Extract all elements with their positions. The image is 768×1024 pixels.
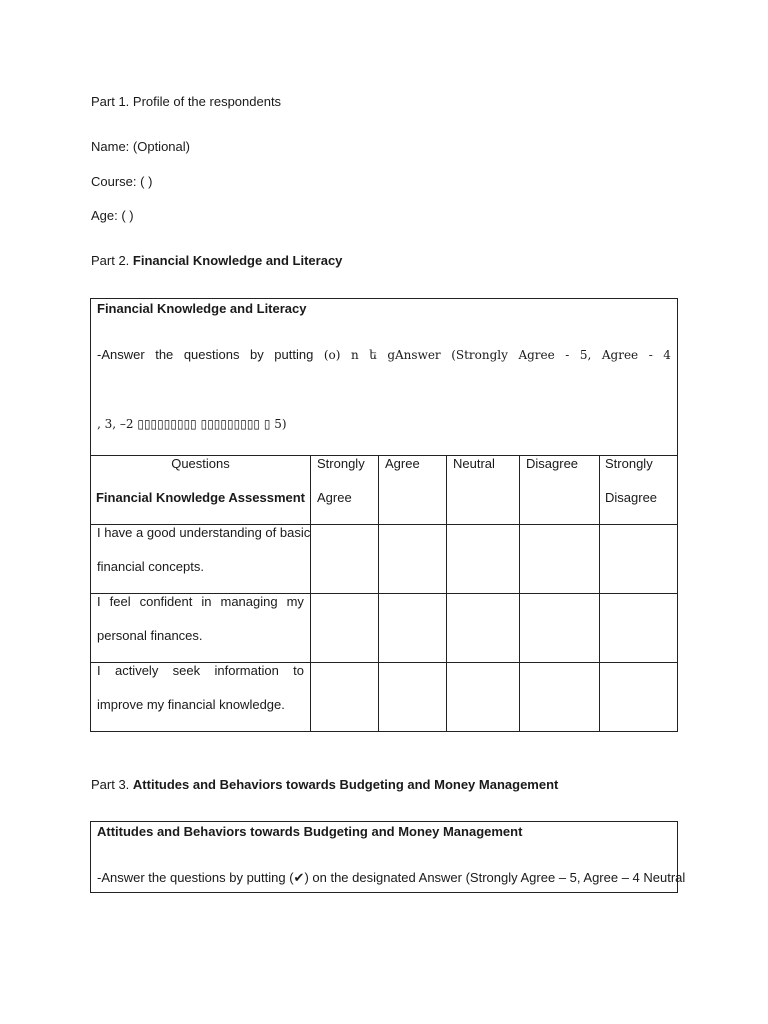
table1-title: Financial Knowledge and Literacy — [97, 301, 307, 316]
answer-cell-q3-strongly-agree[interactable] — [311, 663, 378, 731]
answer-cell-q3-strongly-disagree[interactable] — [600, 663, 677, 731]
question-2-word: in — [201, 594, 212, 609]
question-1-line1: I have a good understanding of basic — [97, 525, 311, 540]
answer-cell-q2-strongly-disagree[interactable] — [600, 594, 677, 662]
question-2-word: I — [97, 594, 101, 609]
answer-cell-q2-agree[interactable] — [379, 594, 446, 662]
question-2-word: managing — [220, 594, 278, 609]
question-2-word: feel — [109, 594, 131, 609]
instruction-word: (o) — [323, 348, 341, 362]
name-field-label: Name: (Optional) — [91, 139, 190, 154]
section-header: Financial Knowledge Assessment — [95, 490, 306, 505]
answer-cell-q3-neutral[interactable] — [447, 663, 519, 731]
instruction-word: gAnswer — [387, 348, 441, 362]
table2-title: Attitudes and Behaviors towards Budgeting and Money Management — [97, 824, 523, 839]
question-2-line2: personal finances. — [97, 628, 203, 643]
table2-instruction: -Answer the questions by putting (✔) on the designated Answer (Strongly Agree – 5, Agree – 4 Neutral — [97, 870, 686, 885]
instruction-word: Agree — [518, 348, 555, 362]
answer-cell-q1-strongly-disagree[interactable] — [600, 525, 677, 593]
instruction-word: 5, — [579, 348, 592, 362]
scale-header-strongly-agree-line1: Strongly — [317, 456, 365, 471]
scale-header-strongly-disagree-line1: Strongly — [605, 456, 653, 471]
age-field-label: Age: ( ) — [91, 208, 134, 223]
instruction-word: n — [350, 348, 359, 362]
question-3-word: actively — [114, 663, 159, 678]
answer-cell-q1-neutral[interactable] — [447, 525, 519, 593]
part3-heading — [91, 777, 558, 793]
instruction-word: putting — [274, 347, 314, 362]
answer-cell-q1-agree[interactable] — [379, 525, 446, 593]
answer-cell-q1-disagree[interactable] — [520, 525, 599, 593]
financial-knowledge-table — [90, 298, 678, 732]
part3-prefix: Part 3. — [91, 777, 133, 792]
answer-cell-q3-agree[interactable] — [379, 663, 446, 731]
instruction-word: -Answer — [97, 347, 145, 362]
part2-prefix: Part 2. — [91, 253, 133, 268]
scale-header-strongly-disagree-line2: Disagree — [605, 490, 658, 505]
part2-heading — [91, 253, 342, 269]
answer-cell-q2-disagree[interactable] — [520, 594, 599, 662]
question-1-line2: financial concepts. — [97, 559, 204, 574]
questions-header: Questions — [171, 456, 230, 471]
question-3-word: information — [214, 663, 279, 678]
answer-cell-q1-strongly-agree[interactable] — [311, 525, 378, 593]
instruction-word: - — [648, 348, 653, 362]
scale-header-strongly-agree-line2: Agree — [317, 490, 352, 505]
instruction-word: Agree — [601, 348, 639, 362]
instruction-word: 4 — [663, 348, 671, 362]
instruction-word: ե — [369, 348, 377, 362]
question-3-line1 — [97, 663, 304, 679]
question-3-word: seek — [172, 663, 201, 678]
answer-cell-q2-strongly-agree[interactable] — [311, 594, 378, 662]
instruction-word: questions — [183, 347, 240, 362]
question-2-line1 — [97, 594, 304, 610]
question-3-word: I — [97, 663, 101, 678]
question-3-word: to — [293, 663, 304, 678]
question-2-word: confident — [139, 594, 193, 609]
instruction-word: (Strongly — [451, 348, 508, 362]
table1-instruction-line2: ‚ 3, –2 ▯▯▯▯▯▯▯▯▯ ▯▯▯▯▯▯▯▯▯ ▯ 5) — [97, 417, 287, 431]
answer-cell-q2-neutral[interactable] — [447, 594, 519, 662]
scale-header-agree: Agree — [385, 456, 420, 471]
scale-header-disagree: Disagree — [526, 456, 579, 471]
scale-header-neutral: Neutral — [453, 456, 495, 471]
question-2-word: my — [286, 594, 304, 609]
course-field-label: Course: ( ) — [91, 174, 153, 189]
instruction-word: the — [155, 347, 174, 362]
instruction-word: - — [565, 348, 570, 362]
table1-instruction-line1 — [97, 347, 671, 363]
answer-cell-q3-disagree[interactable] — [520, 663, 599, 731]
part3-title: Attitudes and Behaviors towards Budgeting and Money Management — [132, 777, 559, 792]
instruction-word: by — [250, 347, 264, 362]
question-3-line2: improve my financial knowledge. — [97, 697, 285, 712]
part1-heading: Part 1. Profile of the respondents — [91, 94, 282, 109]
budgeting-attitudes-table — [90, 821, 686, 893]
part2-title: Financial Knowledge and Literacy — [132, 253, 343, 268]
